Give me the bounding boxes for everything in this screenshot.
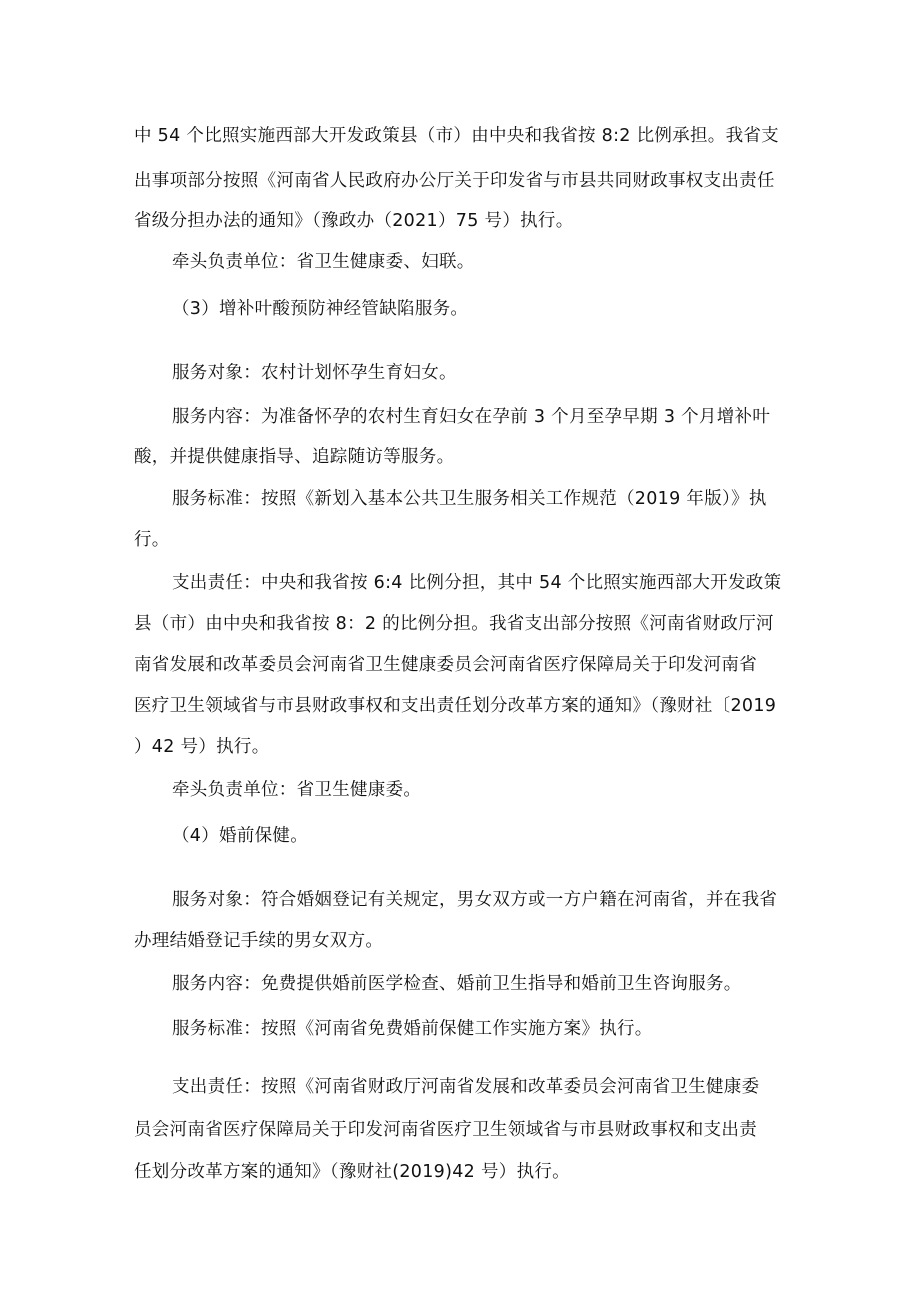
service-content-line: 服务内容：免费提供婚前医学检查、婚前卫生指导和婚前卫生咨询服务。 xyxy=(172,974,742,994)
expense-responsibility-line: 任划分改革方案的通知》（豫财社(2019)42 号）执行。 xyxy=(134,1162,570,1182)
service-standard-line: 服务标准：按照《新划入基本公共卫生服务相关工作规范（2019 年版）》执 xyxy=(172,489,767,509)
lead-unit-line: 牵头负责单位：省卫生健康委。 xyxy=(172,780,422,800)
expense-responsibility-line: 南省发展和改革委员会河南省卫生健康委员会河南省医疗保障局关于印发河南省 xyxy=(134,655,757,675)
paragraph-line: 中 54 个比照实施西部大开发政策县（市）由中央和我省按 8:2 比例承担。我省支 xyxy=(134,126,779,146)
paragraph-line: 出事项部分按照《河南省人民政府办公厅关于印发省与市县共同财政事权支出责任 xyxy=(134,171,775,191)
service-standard-line: 行。 xyxy=(134,530,170,550)
expense-responsibility-line: 县（市）由中央和我省按 8：2 的比例分担。我省支出部分按照《河南省财政厅河 xyxy=(134,614,774,634)
lead-unit-line: 牵头负责单位：省卫生健康委、妇联。 xyxy=(172,252,475,272)
service-target-line: 办理结婚登记手续的男女双方。 xyxy=(134,931,384,951)
expense-responsibility-line: 支出责任：中央和我省按 6:4 比例分担，其中 54 个比照实施西部大开发政策 xyxy=(172,573,782,593)
service-target-line: 服务对象：符合婚姻登记有关规定，男女双方或一方户籍在河南省，并在我省 xyxy=(172,890,778,910)
service-content-line: 酸，并提供健康指导、追踪随访等服务。 xyxy=(134,447,455,467)
expense-responsibility-line: 员会河南省医疗保障局关于印发河南省医疗卫生领域省与市县财政事权和支出责 xyxy=(134,1120,757,1140)
paragraph-line: 省级分担办法的通知》（豫政办（2021）75 号）执行。 xyxy=(134,211,574,231)
expense-responsibility-line: 医疗卫生领域省与市县财政事权和支出责任划分改革方案的通知》（豫财社〔2019 xyxy=(134,696,777,716)
expense-responsibility-line: 支出责任：按照《河南省财政厅河南省发展和改革委员会河南省卫生健康委 xyxy=(172,1077,760,1097)
section-heading: （3）增补叶酸预防神经管缺陷服务。 xyxy=(172,299,469,319)
service-target-line: 服务对象：农村计划怀孕生育妇女。 xyxy=(172,363,457,383)
service-content-line: 服务内容：为准备怀孕的农村生育妇女在孕前 3 个月至孕早期 3 个月增补叶 xyxy=(172,407,771,427)
section-heading: （4）婚前保健。 xyxy=(172,826,309,846)
service-standard-line: 服务标准：按照《河南省免费婚前保健工作实施方案》执行。 xyxy=(172,1019,653,1039)
expense-responsibility-line: ）42 号）执行。 xyxy=(134,737,270,757)
